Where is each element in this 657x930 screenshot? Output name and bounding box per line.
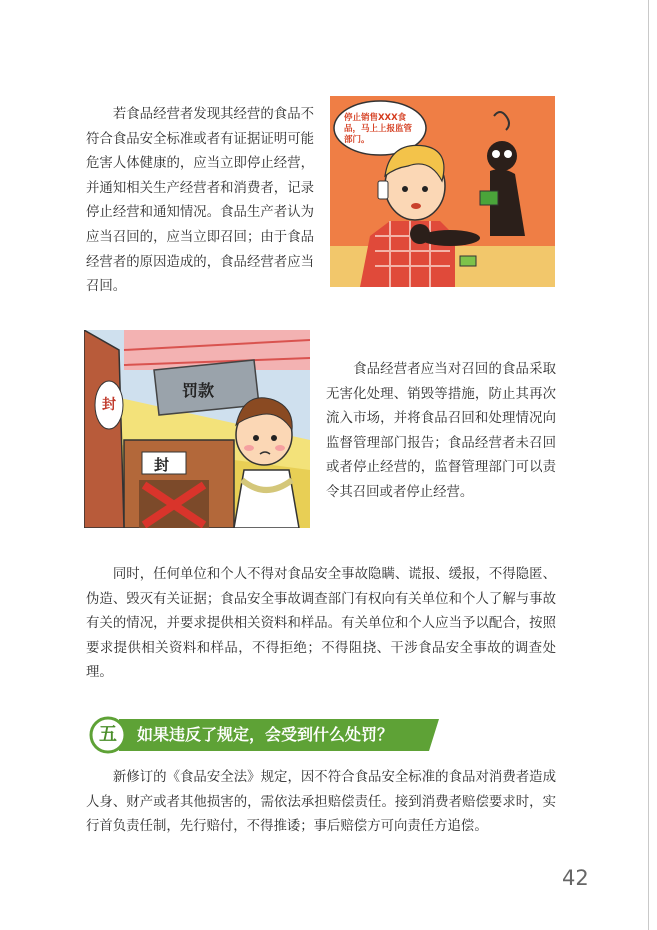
paragraph-incident-cooperation: 同时，任何单位和个人不得对食品安全事故隐瞒、谎报、缓报，不得隐匿、伪造、毁灭有关证据；食品安全事故调查部门有权向有关单位和个人了解与事故有关的情况，并要求提供相关资料和样品。有关单位和个人应当予以配合，按照要求提供相关资料和样品，不得拒绝；不得阻挠、干涉食品安全事故的调查处理。 xyxy=(86,567,556,681)
section-heading xyxy=(89,716,439,754)
section-number: 五 xyxy=(99,724,117,745)
paragraph-recall-handling: 食品经营者应当对召回的食品采取无害化处理、销毁等措施，防止其再次流入市场，并将食品召回和处理情况向监督管理部门报告；食品经营者未召回或者停止经营的，监督管理部门可以责令其召回或者停止经营。 xyxy=(326,362,556,500)
section-title: 如果违反了规定，会受到什么处罚？ xyxy=(137,725,394,744)
banner-seal-label: 封 xyxy=(102,397,116,413)
illustration-fine-and-seal-art xyxy=(84,330,310,528)
paragraph-recall-duty: 若食品经营者发现其经营的食品不符合食品安全标准或者有证据证明可能危害人体健康的，应当立即停止经营，并通知相关生产经营者和消费者，记录停止经营和通知情况。食品生产者认为应当召回的，应当立即召回；由于食品经营者的原因造成的，食品经营者应当召回。 xyxy=(86,107,314,295)
page-edge-line xyxy=(648,0,649,930)
seal-sign-label: 封 xyxy=(154,456,170,474)
illustration-stop-selling xyxy=(330,96,555,287)
page-number: 42 xyxy=(562,866,589,890)
paragraph-compensation: 新修订的《食品安全法》规定，因不符合食品安全标准的食品对消费者造成人身、财产或者其他损害的，需依法承担赔偿责任。接到消费者赔偿要求时，实行首负责任制，先行赔付，不得推诿；事后赔偿方可向责任方追偿。 xyxy=(86,770,556,835)
speech-bubble-text: 停止销售XXX食品，马上上报监管部门。 xyxy=(344,113,413,145)
fine-sign-label: 罚款 xyxy=(182,381,215,400)
illustration-fine-and-seal xyxy=(84,330,310,528)
